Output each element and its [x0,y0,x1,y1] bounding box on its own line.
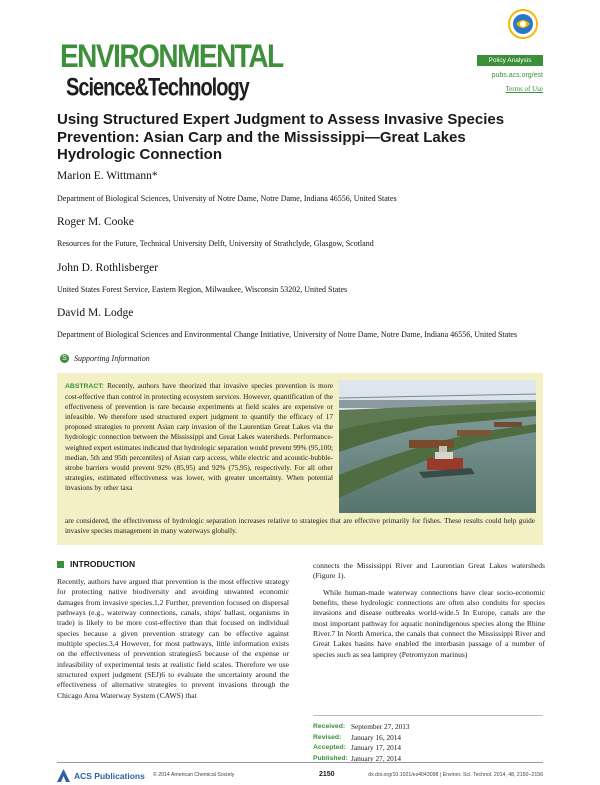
author-affiliation: Resources for the Future, Technical University Delft, University of Strathclyde, Glasgow, Scotland [57,239,374,248]
section-marker-icon [57,561,64,568]
body-column-right [313,561,545,660]
publisher-name: ACS Publications [74,770,145,781]
abstract-text [65,381,333,493]
author-affiliation: Department of Biological Sciences and Environmental Change Initiative, University of Notre Dame, Notre Dame, Indiana 46556, United States [57,330,518,339]
intro-paragraph: While human-made waterway connections have clear socio-economic benefits, these hydrologic connections are often also conduits for species invasions and disease outbreaks world-wide.5 In Europe, canals are the most important pathway for aquatic nonindigenous species along the Rhine River.7 In North America, the canals that connect the Mississippi River and Great Lakes basins have enabled the interbasin passage of a number of species such as sea lamprey (Petromyzon marinus) [313,587,545,659]
author-name: Marion E. Wittmann* [57,170,158,182]
section-heading-label: INTRODUCTION [70,559,136,569]
publication-dates [313,715,543,764]
copyright-notice: © 2014 American Chemical Society [153,772,235,778]
article-title: Using Structured Expert Judgment to Assess Invasive Species Prevention: Asian Carp and the Mississippi—Great Lakes Hydrologic Connection [57,111,505,163]
article-type-badge: Policy Analysis [477,55,543,66]
author-name: Roger M. Cooke [57,216,134,228]
abstract-continuation: are considered, the effectiveness of hydrologic separation increases relative to strategies that are effective primarily for fishes. These results could help guide invasive species management in many waterways globally. [65,516,535,536]
date-value: January 27, 2014 [351,753,402,763]
date-value: January 17, 2014 [351,743,402,753]
acs-publications-logo[interactable] [57,769,145,782]
intro-paragraph: connects the Mississippi River and Laurentian Great Lakes watersheds (Figure 1). [313,561,545,581]
logo-line-1: ENVIRONMENTAL [60,38,283,74]
author-affiliation: Department of Biological Sciences, University of Notre Dame, Notre Dame, Indiana 46556, United States [57,194,397,203]
introduction-heading [57,559,135,569]
date-label: Received: [313,723,346,730]
body-column-left [57,577,289,701]
date-row [313,733,543,744]
date-row [313,722,543,733]
terms-of-use-link[interactable]: Terms of Use [505,85,543,93]
intro-paragraph: Recently, authors have argued that prevention is the most effective strategy for protecting native biodiversity and avoiding unwanted economic damages from invasive species.1,2 Further, prevention focused on dispersal pathways (e.g., waterway connections, canals, ships' ballast, organisms in trade) is likely to be more cost-effective than that focused on individual species because a given prevention strategy can be effective against multiple species.3,4 However, for most pathways, little information exists on the effectiveness of prevention strategies5 because of the expense or infeasibility of experimental tests at realistic field scales. Therefore we use structured expert judgment (SEJ)6 to evaluate the uncertainty around the effectiveness of alternative strategies to prevent invasions through the Chicago Area Waterway System (CAWS) that [57,577,289,700]
date-label: Published: [313,754,348,762]
abstract-body: Recently, authors have theorized that invasive species prevention is more cost-effective than control in protecting ecosystem services. However, quantification of the effectiveness of prevention is rare because experiments at field scales are expensive or infeasible. We therefore used structured expert judgment to quantify the efficacy of 17 proposed strategies to prevent Asian carp invasion of the Laurentian Great Lakes via the hydrologic connection between the Mississippi and Great Lakes watersheds. Performance-weighted expert estimates indicated that hydrologic separation would prevent 99% (95,100; median, 5th and 95th percentiles) of Asian carp access, while electric and acoustic-bubble-strobe barriers would prevent 92% (85,95) and 92% (75,95), respectively. For all other strategies, estimated effectiveness was lower, with greater uncertainty. When potential invasions by other taxa [65,381,333,492]
date-label: Accepted: [313,744,346,752]
acs-logo-icon [57,769,70,782]
logo-line-2: Science&Technology [66,74,249,102]
toc-graphic-canal-photo [339,380,536,513]
date-label: Revised: [313,733,342,741]
journal-logo [60,38,283,106]
page-number: 2150 [319,771,335,778]
doi-citation-link[interactable]: dx.doi.org/10.1021/es4043098 | Environ. Sci. Technol. 2014, 48, 2150−2156 [368,772,543,778]
author-affiliation: United States Forest Service, Eastern Region, Milwaukee, Wisconsin 53202, United States [57,285,348,294]
supporting-info-icon: S [60,354,69,363]
acs-globe-icon [508,9,538,39]
journal-url-link[interactable]: pubs.acs.org/est [491,72,543,79]
date-value: September 27, 2013 [351,722,410,731]
date-value: January 16, 2014 [351,732,402,742]
abstract-box [57,373,543,545]
page-footer [57,762,543,781]
abstract-label: ABSTRACT: [65,383,104,390]
date-row [313,743,543,754]
author-name: David M. Lodge [57,307,134,319]
supporting-information-link[interactable] [60,354,150,363]
author-name: John D. Rothlisberger [57,262,159,274]
supporting-info-label: Supporting Information [74,354,150,363]
